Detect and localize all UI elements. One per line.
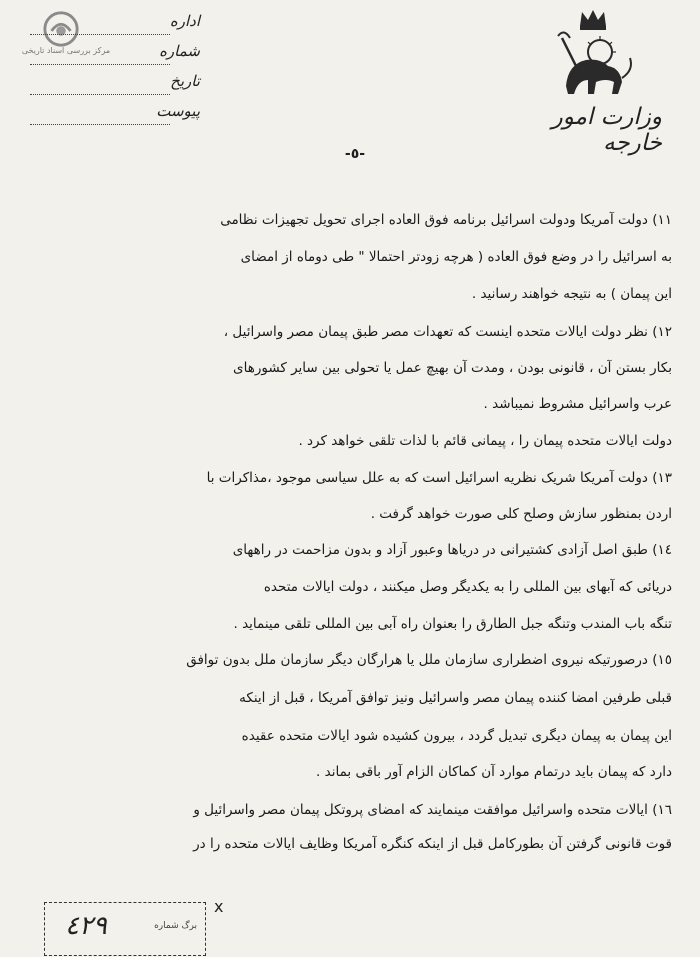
text-line: تنگه باب المندب وتنگه جبل الطارق را بعنوان راه آبی بین المللی تلقی مینماید . [233, 616, 672, 632]
ministry-title: وزارت امور خارجه [551, 104, 662, 156]
text-line: این پیمان به پیمان دیگری تبدیل گردد ، بیرون کشیده شود ایالات متحده عقیده [241, 728, 672, 744]
field-department [20, 10, 200, 40]
text-line: به اسرائیل را در وضع فوق العاده ( هرچه زودتر احتمالا " طی دوماه از امضای [240, 249, 672, 265]
text-line: ١٤) طبق اصل آزادی کشتیرانی در دریاها وعبور آزاد و بدون مزاحمت در راههای [232, 542, 672, 558]
field-line [30, 124, 170, 125]
text-line: این پیمان ) به نتیجه خواهند رسانید . [471, 286, 672, 302]
field-label: پیوست [156, 102, 200, 120]
field-label: تاریخ [170, 72, 200, 90]
text-line: ١١) دولت آمریکا ودولت اسرائیل برنامه فوق العاده اجرای تحویل تجهیزات نظامی [220, 212, 672, 228]
document-number-caption: برگ شماره [154, 921, 197, 931]
text-line: عرب واسرائیل مشروط نمیباشد . [483, 396, 672, 412]
text-line: اردن بمنظور سازش وصلح کلی صورت خواهد گرفت . [370, 506, 672, 522]
page-number: -٥- [344, 146, 366, 162]
document-number: ٤٢٩ [65, 911, 107, 941]
field-line [30, 64, 170, 65]
text-line: قبلی طرفین امضا کننده پیمان مصر واسرائیل ونیز توافق آمریکا ، قبل از اینکه [239, 690, 672, 706]
lion-and-sun-emblem-icon [548, 8, 638, 100]
text-line: ١٥) درصورتیکه نیروی اضطراری سازمان ملل یا هرارگان دیگر سازمان ملل بدون توافق [186, 652, 672, 668]
text-line: ١٢) نظر دولت ایالات متحده اینست که تعهدات مصر طبق پیمان مصر واسرائیل ، [223, 324, 672, 340]
field-attachment [20, 100, 200, 130]
text-line: قوت قانونی گرفتن آن بطورکامل قبل از اینکه کنگره آمریکا وظایف ایالات متحده را در [193, 836, 672, 852]
field-line [30, 94, 170, 95]
field-label: اداره [169, 12, 200, 30]
field-line [30, 34, 170, 35]
document-number-box [44, 902, 206, 956]
field-label: شماره [159, 42, 200, 60]
handwritten-mark: x [214, 897, 224, 916]
text-line: بکار بستن آن ، قانونی بودن ، ومدت آن بهیچ عمل یا تحولی بین سایر کشورهای [233, 360, 672, 376]
field-date [20, 70, 200, 100]
text-line: دولت ایالات متحده پیمان را ، پیمانی قائم با لذات تلقی خواهد کرد . [298, 433, 672, 449]
letterhead-fields [20, 10, 200, 140]
text-line: ١٦) ایالات متحده واسرائیل موافقت مینمایند که امضای پروتکل پیمان مصر واسرائیل و [193, 802, 672, 818]
field-number [20, 40, 200, 70]
text-line: دارد که پیمان باید درتمام موارد آن کماکان الزام آور باقی بماند . [316, 764, 672, 780]
text-line: ١٣) دولت آمریکا شریک نظریه اسرائیل است که به علل سیاسی موجود ،مذاکرات با [206, 470, 672, 486]
archive-logo-text: مرکز بررسی اسناد تاریخی [21, 46, 111, 55]
text-line: دریائی که آبهای بین المللی را به یکدیگر وصل میکنند ، دولت ایالات متحده [263, 579, 672, 595]
